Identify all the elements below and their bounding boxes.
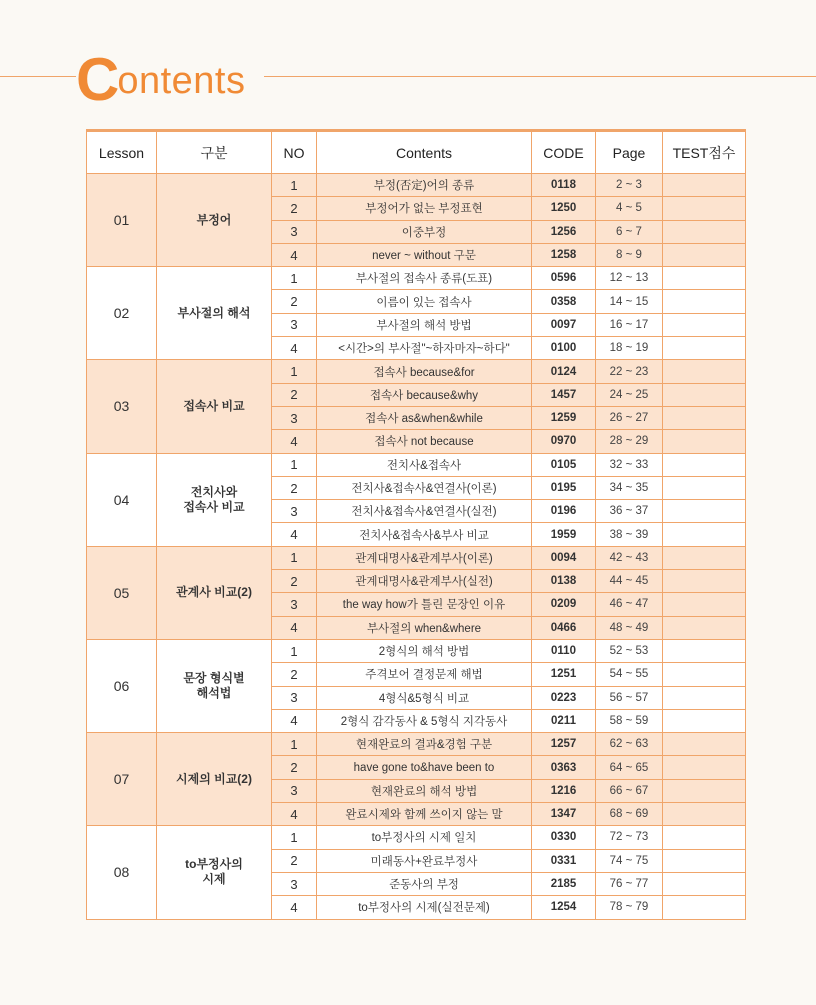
lesson-category: 부사절의 해석 [157, 267, 272, 360]
item-no: 3 [272, 686, 317, 709]
table-body [87, 174, 746, 920]
item-no: 4 [272, 523, 317, 546]
table-row [87, 174, 746, 197]
header-category: 구분 [157, 131, 272, 174]
item-test-score[interactable] [663, 709, 746, 732]
item-contents: to부정사의 시제(실전문제) [317, 896, 532, 919]
item-no: 1 [272, 546, 317, 569]
item-test-score[interactable] [663, 313, 746, 336]
item-contents: 준동사의 부정 [317, 872, 532, 895]
item-contents: the way how가 틀린 문장인 이유 [317, 593, 532, 616]
item-page: 26 ~ 27 [596, 406, 663, 429]
item-test-score[interactable] [663, 686, 746, 709]
item-no: 2 [272, 197, 317, 220]
item-page: 46 ~ 47 [596, 593, 663, 616]
item-page: 74 ~ 75 [596, 849, 663, 872]
lesson-number: 06 [87, 639, 157, 732]
lesson-category: 전치사와 접속사 비교 [157, 453, 272, 546]
item-page: 48 ~ 49 [596, 616, 663, 639]
lesson-number: 08 [87, 826, 157, 919]
item-code: 0211 [532, 709, 596, 732]
item-no: 1 [272, 826, 317, 849]
lesson-category: 문장 형식별 해석법 [157, 639, 272, 732]
header-contents: Contents [317, 131, 532, 174]
item-test-score[interactable] [663, 243, 746, 266]
item-no: 1 [272, 639, 317, 662]
item-test-score[interactable] [663, 220, 746, 243]
lesson-number: 07 [87, 733, 157, 826]
contents-table [86, 129, 746, 920]
item-no: 1 [272, 267, 317, 290]
item-contents: 부사절의 해석 방법 [317, 313, 532, 336]
table-row [87, 453, 746, 476]
item-code: 0100 [532, 337, 596, 360]
item-test-score[interactable] [663, 406, 746, 429]
item-code: 0223 [532, 686, 596, 709]
item-page: 2 ~ 3 [596, 174, 663, 197]
item-no: 2 [272, 570, 317, 593]
item-page: 72 ~ 73 [596, 826, 663, 849]
item-no: 4 [272, 896, 317, 919]
item-code: 1251 [532, 663, 596, 686]
item-test-score[interactable] [663, 616, 746, 639]
lesson-number: 05 [87, 546, 157, 639]
item-contents: 미래동사+완료부정사 [317, 849, 532, 872]
item-no: 3 [272, 500, 317, 523]
item-test-score[interactable] [663, 663, 746, 686]
item-code: 1258 [532, 243, 596, 266]
item-page: 44 ~ 45 [596, 570, 663, 593]
item-contents: to부정사의 시제 일치 [317, 826, 532, 849]
lesson-number: 02 [87, 267, 157, 360]
item-test-score[interactable] [663, 476, 746, 499]
table-row [87, 639, 746, 662]
item-contents: 접속사 because&for [317, 360, 532, 383]
lesson-number: 03 [87, 360, 157, 453]
item-no: 4 [272, 803, 317, 826]
item-page: 34 ~ 35 [596, 476, 663, 499]
lesson-number: 01 [87, 174, 157, 267]
item-no: 4 [272, 337, 317, 360]
item-test-score[interactable] [663, 337, 746, 360]
item-page: 18 ~ 19 [596, 337, 663, 360]
item-contents: 이중부정 [317, 220, 532, 243]
item-test-score[interactable] [663, 360, 746, 383]
item-code: 0196 [532, 500, 596, 523]
item-code: 0094 [532, 546, 596, 569]
item-code: 1259 [532, 406, 596, 429]
item-page: 42 ~ 43 [596, 546, 663, 569]
item-code: 1254 [532, 896, 596, 919]
item-page: 68 ~ 69 [596, 803, 663, 826]
item-no: 3 [272, 779, 317, 802]
item-page: 28 ~ 29 [596, 430, 663, 453]
item-test-score[interactable] [663, 570, 746, 593]
page-title [76, 40, 246, 113]
item-page: 52 ~ 53 [596, 639, 663, 662]
header-no: NO [272, 131, 317, 174]
item-page: 78 ~ 79 [596, 896, 663, 919]
item-code: 1959 [532, 523, 596, 546]
lesson-category: 시제의 비교(2) [157, 733, 272, 826]
item-page: 38 ~ 39 [596, 523, 663, 546]
item-code: 0097 [532, 313, 596, 336]
lesson-category: 접속사 비교 [157, 360, 272, 453]
item-page: 4 ~ 5 [596, 197, 663, 220]
item-contents: 완료시제와 함께 쓰이지 않는 말 [317, 803, 532, 826]
item-test-score[interactable] [663, 174, 746, 197]
item-page: 14 ~ 15 [596, 290, 663, 313]
item-code: 0105 [532, 453, 596, 476]
table-row [87, 733, 746, 756]
item-contents: 2형식의 해석 방법 [317, 639, 532, 662]
item-code: 1216 [532, 779, 596, 802]
lesson-category: 부정어 [157, 174, 272, 267]
item-contents: 전치사&접속사&연결사(이론) [317, 476, 532, 499]
item-code: 0358 [532, 290, 596, 313]
item-no: 2 [272, 663, 317, 686]
item-test-score[interactable] [663, 430, 746, 453]
item-code: 1250 [532, 197, 596, 220]
item-code: 0596 [532, 267, 596, 290]
item-code: 0138 [532, 570, 596, 593]
item-test-score[interactable] [663, 500, 746, 523]
table-header-row [87, 131, 746, 174]
item-contents: <시간>의 부사절"~하자마자~하다" [317, 337, 532, 360]
header-rule-right [264, 76, 816, 77]
item-test-score[interactable] [663, 290, 746, 313]
item-test-score[interactable] [663, 733, 746, 756]
item-test-score[interactable] [663, 267, 746, 290]
item-contents: 전치사&접속사 [317, 453, 532, 476]
header-code: CODE [532, 131, 596, 174]
item-test-score[interactable] [663, 197, 746, 220]
item-test-score[interactable] [663, 453, 746, 476]
item-page: 56 ~ 57 [596, 686, 663, 709]
item-page: 66 ~ 67 [596, 779, 663, 802]
item-no: 2 [272, 849, 317, 872]
item-page: 58 ~ 59 [596, 709, 663, 732]
item-test-score[interactable] [663, 383, 746, 406]
item-test-score[interactable] [663, 826, 746, 849]
item-no: 1 [272, 360, 317, 383]
item-page: 76 ~ 77 [596, 872, 663, 895]
header-test-score: TEST점수 [663, 131, 746, 174]
item-code: 0209 [532, 593, 596, 616]
item-contents: never ~ without 구문 [317, 243, 532, 266]
item-contents: 부사절의 when&where [317, 616, 532, 639]
item-page: 16 ~ 17 [596, 313, 663, 336]
item-code: 0110 [532, 639, 596, 662]
item-no: 2 [272, 476, 317, 499]
item-no: 3 [272, 313, 317, 336]
lesson-category: to부정사의 시제 [157, 826, 272, 919]
item-page: 54 ~ 55 [596, 663, 663, 686]
header-page: Page [596, 131, 663, 174]
item-page: 62 ~ 63 [596, 733, 663, 756]
item-contents: 주격보어 결정문제 해법 [317, 663, 532, 686]
item-page: 36 ~ 37 [596, 500, 663, 523]
item-code: 1257 [532, 733, 596, 756]
item-test-score[interactable] [663, 639, 746, 662]
item-no: 4 [272, 430, 317, 453]
header-lesson: Lesson [87, 131, 157, 174]
item-contents: 접속사 because&why [317, 383, 532, 406]
item-code: 1256 [532, 220, 596, 243]
page-header [0, 40, 816, 113]
item-page: 64 ~ 65 [596, 756, 663, 779]
item-test-score[interactable] [663, 849, 746, 872]
item-no: 3 [272, 220, 317, 243]
item-no: 3 [272, 872, 317, 895]
item-contents: 이름이 있는 접속사 [317, 290, 532, 313]
title-rest: ontents [117, 60, 246, 102]
item-page: 32 ~ 33 [596, 453, 663, 476]
item-test-score[interactable] [663, 756, 746, 779]
item-no: 1 [272, 733, 317, 756]
item-code: 0331 [532, 849, 596, 872]
item-contents: 접속사 as&when&while [317, 406, 532, 429]
item-test-score[interactable] [663, 872, 746, 895]
item-contents: 전치사&접속사&부사 비교 [317, 523, 532, 546]
item-test-score[interactable] [663, 546, 746, 569]
item-code: 1457 [532, 383, 596, 406]
item-contents: 관계대명사&관계부사(실전) [317, 570, 532, 593]
item-contents: 4형식&5형식 비교 [317, 686, 532, 709]
item-page: 24 ~ 25 [596, 383, 663, 406]
item-page: 6 ~ 7 [596, 220, 663, 243]
table-row [87, 546, 746, 569]
item-contents: have gone to&have been to [317, 756, 532, 779]
item-test-score[interactable] [663, 779, 746, 802]
item-code: 0330 [532, 826, 596, 849]
item-contents: 부사절의 접속사 종류(도표) [317, 267, 532, 290]
item-contents: 관계대명사&관계부사(이론) [317, 546, 532, 569]
item-no: 1 [272, 453, 317, 476]
item-code: 0970 [532, 430, 596, 453]
item-code: 0118 [532, 174, 596, 197]
item-test-score[interactable] [663, 593, 746, 616]
item-contents: 부정(否定)어의 종류 [317, 174, 532, 197]
table-row [87, 267, 746, 290]
lesson-number: 04 [87, 453, 157, 546]
item-contents: 전치사&접속사&연결사(실전) [317, 500, 532, 523]
title-initial: C [76, 46, 120, 113]
item-no: 2 [272, 290, 317, 313]
item-no: 3 [272, 406, 317, 429]
lesson-category: 관계사 비교(2) [157, 546, 272, 639]
header-rule-left [0, 76, 76, 77]
item-no: 2 [272, 383, 317, 406]
item-page: 22 ~ 23 [596, 360, 663, 383]
item-no: 4 [272, 616, 317, 639]
item-contents: 접속사 not because [317, 430, 532, 453]
item-code: 0466 [532, 616, 596, 639]
item-test-score[interactable] [663, 803, 746, 826]
item-no: 2 [272, 756, 317, 779]
table-row [87, 360, 746, 383]
item-code: 1347 [532, 803, 596, 826]
item-page: 8 ~ 9 [596, 243, 663, 266]
item-no: 1 [272, 174, 317, 197]
item-contents: 부정어가 없는 부정표현 [317, 197, 532, 220]
item-test-score[interactable] [663, 523, 746, 546]
item-contents: 현재완료의 결과&경험 구분 [317, 733, 532, 756]
item-code: 0124 [532, 360, 596, 383]
item-page: 12 ~ 13 [596, 267, 663, 290]
item-code: 0195 [532, 476, 596, 499]
item-no: 4 [272, 243, 317, 266]
item-no: 3 [272, 593, 317, 616]
item-code: 0363 [532, 756, 596, 779]
item-contents: 2형식 감각동사 & 5형식 지각동사 [317, 709, 532, 732]
item-test-score[interactable] [663, 896, 746, 919]
table-row [87, 826, 746, 849]
item-contents: 현재완료의 해석 방법 [317, 779, 532, 802]
item-no: 4 [272, 709, 317, 732]
item-code: 2185 [532, 872, 596, 895]
